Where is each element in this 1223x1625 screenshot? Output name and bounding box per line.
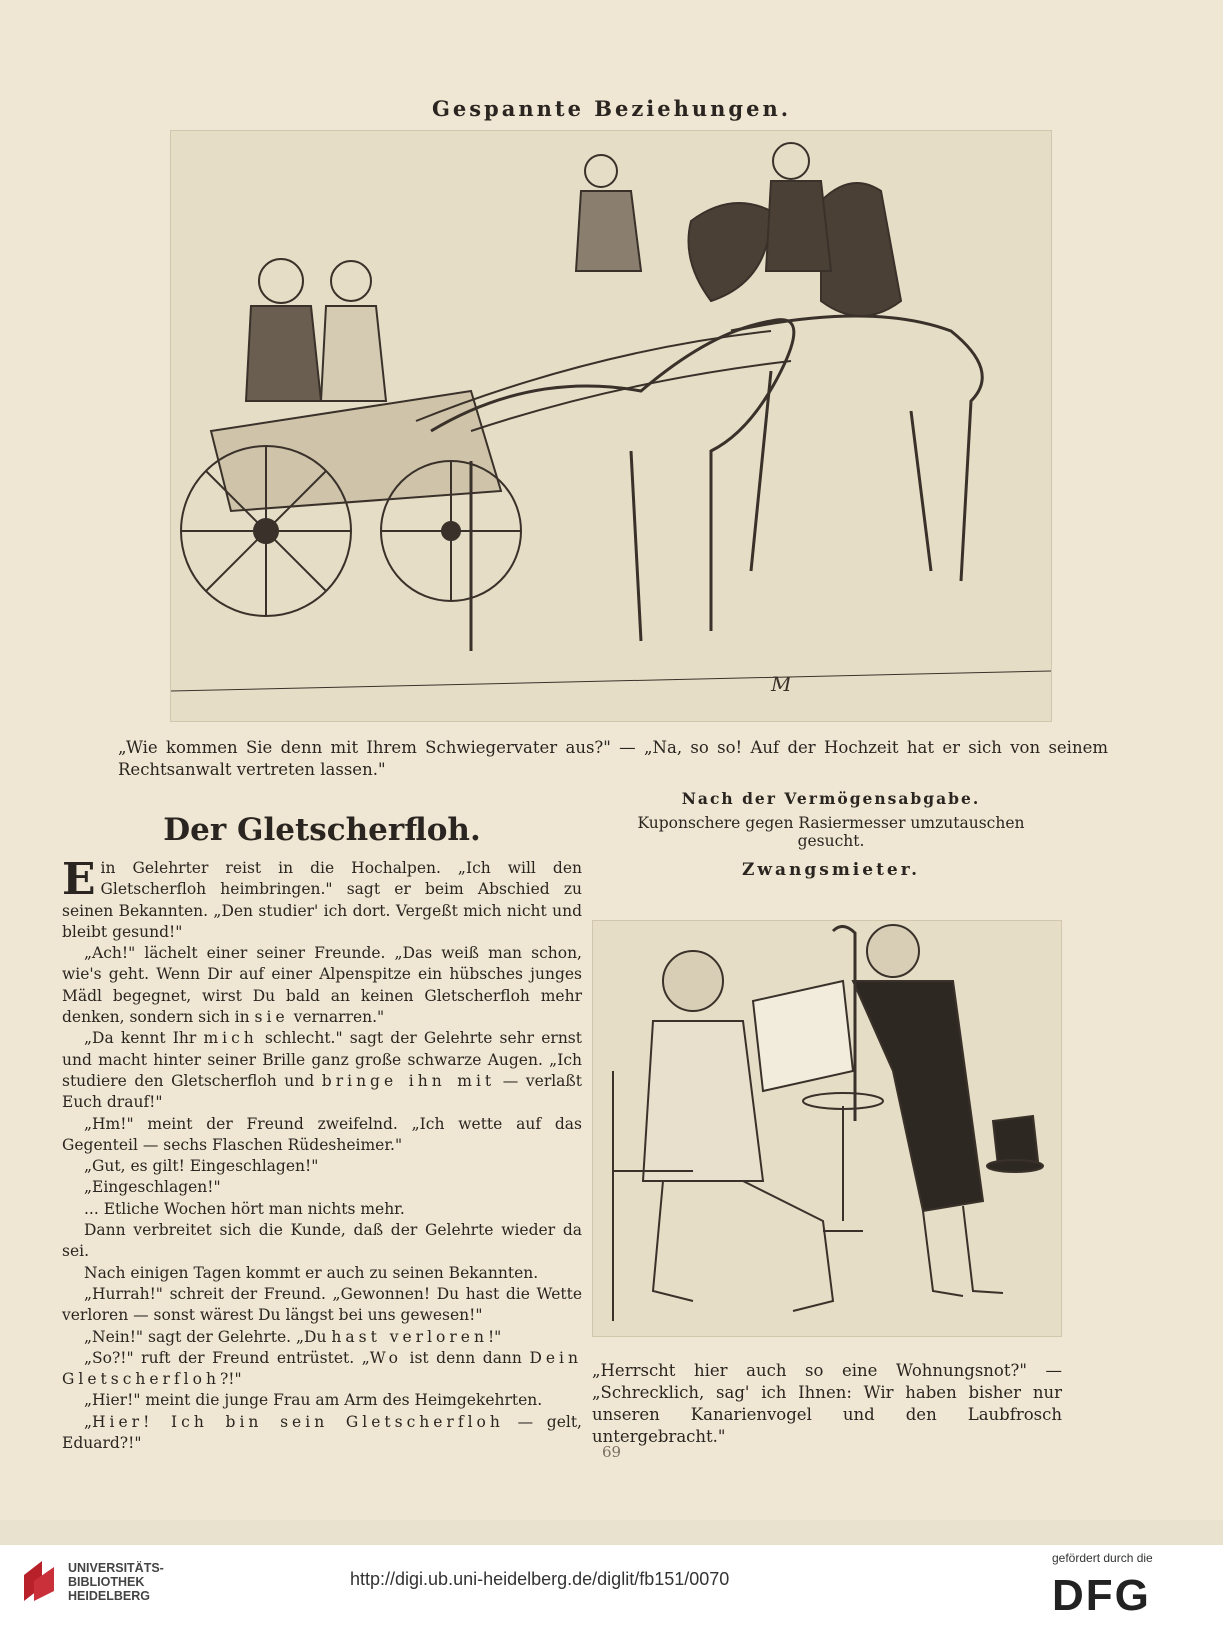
drop-cap: E — [62, 854, 96, 905]
story-text — [62, 854, 583, 1454]
tenant-drawing — [593, 921, 1061, 1336]
story-paragraph: „Hm!" meint der Freund zweifelnd. „Ich wette auf das Gegenteil — sechs Flaschen Rüdesheimer." — [62, 1114, 582, 1154]
dfg-logo: DFG — [1052, 1571, 1151, 1620]
story-paragraph: „Hier! Ich bin sein Gletscherfloh — gelt, Eduard?!" — [62, 1412, 582, 1453]
library-logo-icon — [20, 1557, 60, 1605]
story-paragraph: „Da kennt Ihr mich schlecht." sagt der Gelehrte sehr ernst und macht hinter seiner Brille ganz große schwarze Augen. „Ich studiere den Gletscherfloh und bringe ihn mit — verlaßt Euch drauf!" — [62, 1029, 583, 1112]
permalink-url[interactable]: http://digi.ub.uni-heidelberg.de/diglit/fb151/0070 — [350, 1569, 730, 1589]
cartoon2-title: Zwangsmieter. — [741, 860, 921, 880]
viewer-footer — [0, 1545, 1223, 1625]
notice-text: Kuponschere gegen Rasiermesser umzutauschen gesucht. — [637, 814, 1025, 850]
cartoon-caption: „Wie kommen Sie denn mit Ihrem Schwiegervater aus?" — „Na, so so! Auf der Hochzeit hat er sich von seinem Rechtsanwalt vertreten lassen." — [118, 738, 1108, 779]
story-paragraph: Dann verbreitet sich die Kunde, daß der Gelehrte wieder da sei. — [62, 1221, 582, 1261]
cartoon2-caption: „Herrscht hier auch so eine Wohnungsnot?" — „Schrecklich, sag' ich Ihnen: Wir haben bisher nur unseren Kanarienvogel und den Laubfrosch untergebracht." — [592, 1361, 1062, 1446]
carriage-drawing — [171, 131, 1051, 721]
story-paragraph: „Hurrah!" schreit der Freund. „Gewonnen! Du hast die Wette verloren — sonst wärest Du längst bei uns gewesen!" — [62, 1284, 582, 1325]
story-title: Der Gletscherfloh. — [163, 812, 481, 848]
story-paragraph: Nach einigen Tagen kommt er auch zu seinen Bekannten. — [84, 1263, 539, 1282]
carriage-illustration — [170, 130, 1052, 722]
cartoon-title: Gespannte Beziehungen. — [431, 96, 792, 121]
story-paragraph: „Gut, es gilt! Eingeschlagen!" — [84, 1157, 319, 1176]
notice-title: Nach der Vermögensabgabe. — [681, 789, 981, 808]
story-paragraph: Ein Gelehrter reist in die Hochalpen. „Ich will den Gletscherfloh heimbringen." sagt er beim Abschied zu seinen Bekannten. „Den studier' ich dort. Vergeßt mich nicht und bleibt gesund!" — [62, 854, 582, 941]
story-paragraph: „So?!" ruft der Freund entrüstet. „Wo ist denn dann Dein Gletscherfloh?!" — [62, 1348, 582, 1389]
story-paragraph: ... Etliche Wochen hört man nichts mehr. — [84, 1199, 405, 1218]
page-number: 69 — [601, 1443, 622, 1461]
story-paragraph: „Hier!" meint die junge Frau am Arm des Heimgekehrten. — [84, 1391, 543, 1410]
artist-signature: M — [771, 672, 792, 696]
library-name: UNIVERSITÄTS- BIBLIOTHEK HEIDELBERG — [68, 1561, 164, 1603]
funding-label: gefördert durch die — [1052, 1551, 1153, 1565]
story-paragraph: „Eingeschlagen!" — [84, 1178, 221, 1197]
story-paragraph: „Nein!" sagt der Gelehrte. „Du hast verloren!" — [84, 1327, 502, 1346]
tenant-illustration — [592, 920, 1062, 1337]
story-paragraph: „Ach!" lächelt einer seiner Freunde. „Das weiß man schon, wie's geht. Wenn Dir auf einer Alpenspitze ein hübsches junges Mädl begegnet, wirst Du bald an keinen Gletscherfloh mehr denken, sondern sich in sie vernarren." — [62, 944, 582, 1027]
